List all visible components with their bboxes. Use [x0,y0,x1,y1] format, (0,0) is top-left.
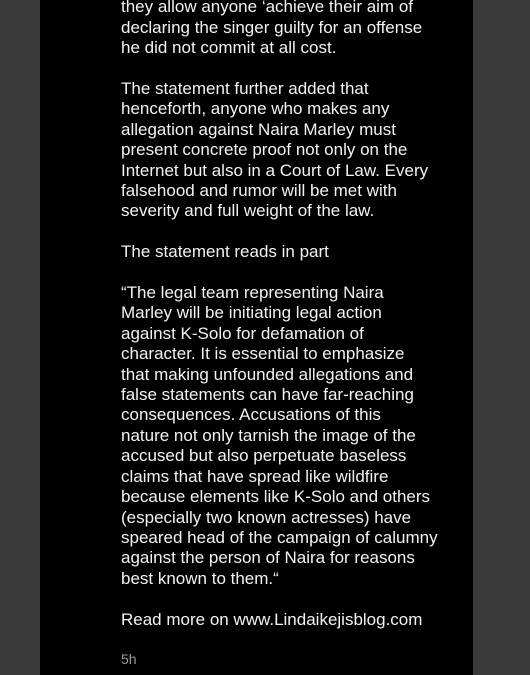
post-body [121,0,461,650]
post-timestamp: 5h [121,651,137,667]
post-quote: “The legal team representing Naira Marley will be initiating legal action against K-Solo for defamation of character. It is essential to emphasize that making unfounded allegations and false statements can have far-reaching consequences. Accusations of this nature not only tarnish the image of the accused but also perpetuate baseless claims that have spread like wildfire because elements like K-Solo and others (especially two known actresses) have speared head of the campaign of calumny against the person of Naira for reasons best known to them.“ [121,283,438,588]
post-panel[interactable] [40,0,473,675]
post-paragraph: The statement reads in part [121,242,329,262]
post-paragraph: they allow anyone ‘achieve their aim of declaring the singer guilty for an offense he did not commit at all cost. [121,0,423,58]
post-paragraph: The statement further added that henceforth, anyone who makes any allegation against Naira Marley must present concrete proof not only on the Internet but also in a Court of Law. Every falsehood and rumor will be met with severity and full weight of the law. [121,79,429,221]
read-more-link[interactable]: Read more on www.Lindaikejisblog.com [121,609,423,629]
